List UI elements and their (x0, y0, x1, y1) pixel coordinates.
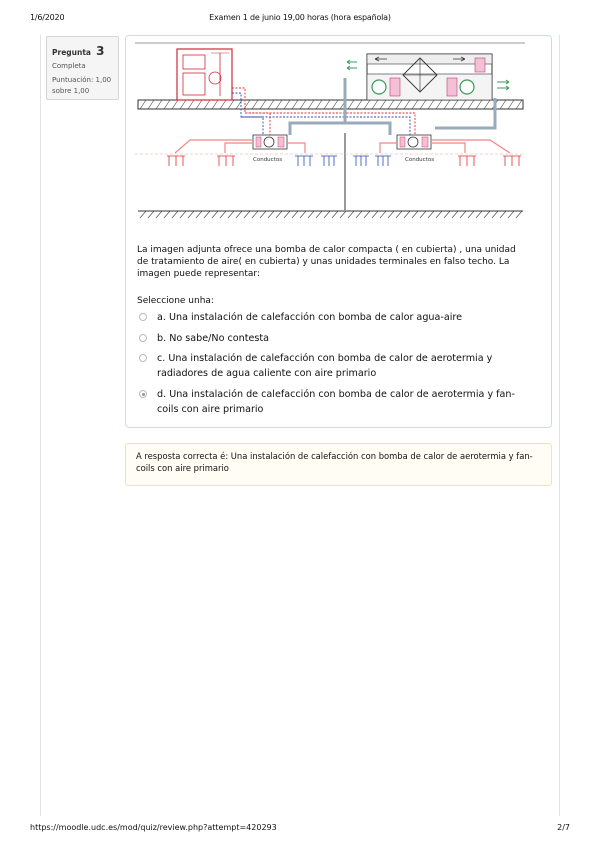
option-b-radio[interactable] (139, 334, 147, 342)
option-a-label: a. Una instalación de calefacción con bomba de calor agua-aire (157, 312, 463, 323)
option-c-radio[interactable] (139, 354, 147, 362)
answer-prompt: Seleccione unha: (137, 296, 214, 306)
diagram-label-right: Conductos (405, 157, 435, 163)
question-content (125, 35, 552, 428)
diffusers (167, 156, 521, 166)
diagram-label-left: Conductos (253, 157, 283, 163)
grade-line-1: Puntuación: 1,00 (52, 76, 112, 84)
option-c-label: c. Una instalación de calefacción con bomba de calor de aerotermia y radiadores de agua caliente con aire primario (157, 353, 493, 379)
question-number: 3 (96, 44, 105, 58)
question-label: Pregunta (52, 48, 91, 57)
option-d-label: d. Una instalación de calefacción con bomba de calor de aerotermia y fan-coils con aire primario (157, 389, 515, 415)
option-a-radio[interactable] (139, 313, 147, 321)
fan-coil-left (253, 135, 287, 149)
option-b-label: b. No sabe/No contesta (157, 333, 270, 344)
question-text: La imagen adjunta ofrece una bomba de calor compacta ( en cubierta) , una unidad de tratamiento de aire( en cubierta) y unas unidades terminales en falso techo. La imagen puede representar: (137, 245, 516, 279)
fan-coil-right (397, 135, 431, 149)
air-handling-unit (367, 54, 492, 100)
print-title: Examen 1 de junio 19,00 horas (hora española) (209, 13, 391, 22)
return-grilles (295, 156, 391, 166)
page-border-right (559, 35, 560, 816)
roof-slab (138, 100, 523, 109)
hvac-diagram (135, 38, 525, 223)
print-date: 1/6/2020 (30, 13, 65, 22)
print-page-number: 2/7 (557, 823, 570, 832)
correct-answer-feedback: A resposta correcta é: Una instalación de calefacción con bomba de calor de aerotermia y fan-coils con aire primario (125, 443, 552, 486)
page-border-left (40, 35, 41, 816)
question-grade (52, 75, 113, 97)
floor-slab (138, 211, 523, 218)
option-d-radio[interactable] (139, 390, 147, 398)
heat-pump-unit (177, 49, 232, 100)
grade-line-2: sobre 1,00 (52, 87, 90, 95)
question-info-panel (46, 36, 119, 100)
question-state: Completa (52, 62, 86, 70)
print-url: https://moodle.udc.es/mod/quiz/review.php?attempt=420293 (30, 823, 277, 832)
